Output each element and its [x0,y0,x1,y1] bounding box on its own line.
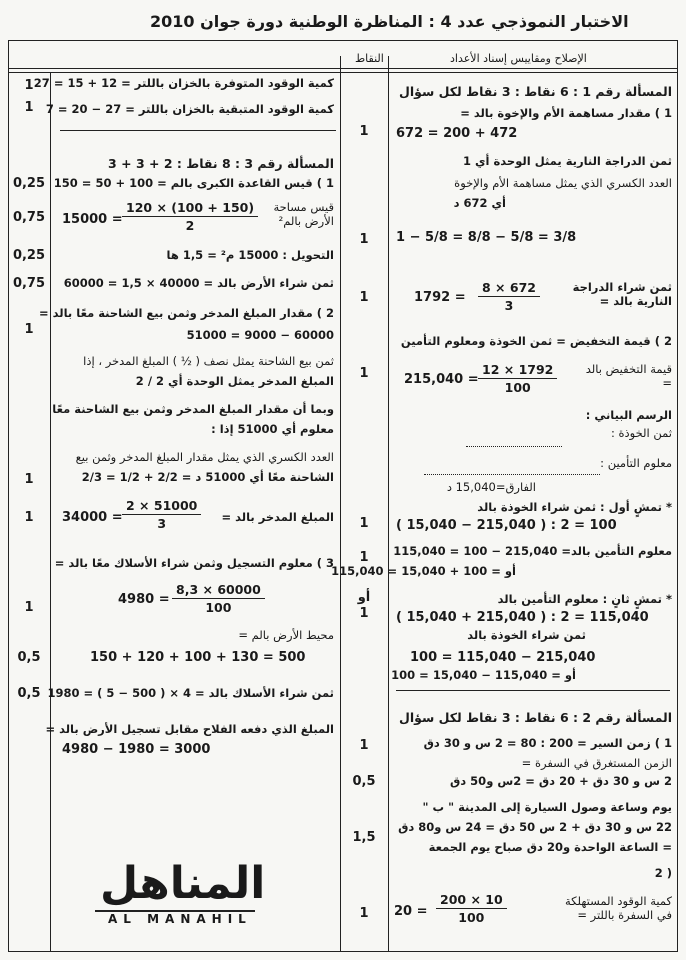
paid-value: 4980 − 1980 = 3000 [62,742,211,757]
points: 0,75 [12,210,46,225]
points: 1 [359,290,369,305]
denominator: 3 [157,516,167,531]
bike-unit: ثمن الدراجة النارية يمثل الوحدة أي 1 [463,154,672,168]
bike-price-label: ثمن شراء الدراجة النارية بالد = [572,280,672,308]
points: 1,5 [352,830,376,845]
since-known-2: معلوم أي 51000 إذا : [211,422,334,436]
paid-label: المبلغ الذي دفعه الفلاح مقابل تسجيل الأرض بالد = [45,722,334,736]
method-1-title: * تمشٍ أول : ثمن شراء الخوذة بالد [477,500,672,514]
problem-1-title: المسألة رقم 1 : 6 نقاط : 3 نقاط لكل سؤال [399,84,672,99]
method-2-value: ( 15,040 + 215,040 ) : 2 = 115,040 [396,610,649,625]
insurance-alt: أو = 100 + 15,040 = 115,040 [331,564,516,578]
numerator: 120 × (100 + 150) [122,200,258,217]
area-label: قيس مساحة الأرض بالم² [273,200,334,228]
denominator: 100 [458,910,485,925]
bike-fraction-text: العدد الكسري الذي يمثل مساهمة الأم والإخوة [454,176,672,190]
saved-label: المبلغ المدخر بالد = [221,510,334,524]
points: 0,5 [17,650,41,665]
land-price: ثمن شراء الأرض بالد = 40000 × 1,5 = 60000 [63,276,334,290]
numerator: 200 × 10 [436,892,507,909]
contribution: 1 ) مقدار مساهمة الأم والإخوة بالد = [460,106,672,120]
points-column-header: النقاط [355,52,384,65]
big-base: 1 ) قيس القاعدة الكبرى بالم = 100 + 50 = 150 [53,176,334,190]
bike-price-fraction [478,280,540,313]
fuel-consumed-label: كمية الوقود المستهلكة في السفرة باللتر = [565,894,672,922]
denominator: 2 [185,218,195,233]
helmet-bar [466,432,562,451]
area-result: 15000 = [62,212,123,227]
denominator: 3 [504,298,514,313]
logo: المناهل [100,858,266,909]
points: 0,25 [12,248,46,263]
registration-wires: 3 ) معلوم التسجيل وثمن شراء الأسلاك معًا بالد = [54,556,334,570]
arrival-result: = الساعة الواحدة و20 دق صباح يوم الجمعة [428,840,672,854]
points: 1 [24,510,34,525]
points: 1 [359,516,369,531]
discount-label: قيمة التخفيض بالد = [585,362,672,390]
helmet-price-alt: أو = 115,040 − 15,040 = 100 [391,668,576,682]
saved-and-truck: 2 ) مقدار المبلغ المدخر وثمن بيع الشاحنة معًا بالد = [39,306,334,320]
since-known: وبما أن مقدار المبلغ المدخر وثمن بيع الشاحنة معًا [52,402,334,416]
points: 1 [24,78,34,93]
bike-price-result: 1792 = [414,290,466,305]
fraction-value: الشاحنة معًا أي 51000 د = 2/2 + 1/2 = 2/3 [81,470,334,484]
points: 1 [359,738,369,753]
exam-title: الاختبار النموذجي عدد 4 : المناظرة الوطنية دورة جوان 2010 [150,12,629,31]
points: 1 [359,366,369,381]
trip-duration-label: الزمن المستغرق في السفرة = [521,756,672,770]
discount-definition: 2 ) قيمة التخفيض = ثمن الخوذة ومعلوم التأمين [400,334,672,348]
fuel-consumed-fraction [436,892,507,925]
numerator: 8,3 × 60000 [172,582,265,599]
points: 0,5 [352,774,376,789]
correction-column-header: الإصلاح ومقاييس إسناد الأعداد [450,52,587,65]
or-label: أو [357,590,371,605]
numerator: 12 × 1792 [478,362,557,379]
arrival-calc: 22 س و 30 دق + 2 س 50 دق = 24 س و80 دق [398,820,672,834]
travel-time: 1 ) زمن السير = 200 : 80 = 2 س و 30 دق [423,736,672,750]
points: 1 [24,600,34,615]
fuel-remaining: كمية الوقود المتبقية بالخزان باللتر = 27 − 20 = 7 [45,102,334,116]
insurance-bar [424,460,600,479]
points: 0,75 [12,276,46,291]
area-fraction [122,200,258,233]
fuel-consumed-result: 20 = [394,904,428,919]
helmet-label: ثمن الخوذة : [611,426,672,440]
saved-and-truck-value: 60000 − 9000 = 51000 [186,328,334,342]
registration-result: 4980 = [118,592,170,607]
points: 1 [359,606,369,621]
discount-result: 215,040 = [404,372,479,387]
contribution-value: 672 = 200 + 472 [396,126,518,141]
helmet-price-title: ثمن شراء الخوذة بالد [467,628,586,642]
problem-3-title: المسألة رقم 3 : 8 نقاط : 2 + 3 + 3 [108,156,334,171]
points: 1 [359,124,369,139]
method-1-value: ( 15,040 − 215,040 ) : 2 = 100 [396,518,617,533]
helmet-price-value: 100 = 115,040 − 215,040 [410,650,596,665]
numerator: 2 × 51000 [122,498,201,515]
trip-duration: 2 س و 30 دق + 20 دق = 2س و50 دق [449,774,672,788]
registration-fraction [172,582,265,615]
graph-title: الرسم البياني : [585,408,672,422]
problem-2-title: المسألة رقم 2 : 6 نقاط : 3 نقاط لكل سؤال [399,710,672,725]
question-2-2: ( 2 [654,866,672,880]
saved-result: 34000 = [62,510,123,525]
logo-subtitle: AL MANAHIL [108,912,252,926]
denominator: 100 [504,380,531,395]
points: 1 [24,322,34,337]
points: 0,25 [12,176,46,191]
bike-fraction-value: أي 672 د [453,196,506,210]
fraction-text: العدد الكسري الذي يمثل مقدار المبلغ المدخر وثمن بيع [75,450,334,464]
saved-fraction [122,498,201,531]
wires-price: ثمن شراء الأسلاك بالد = 4 × ( 500 − 5 ) = 1980 [47,686,334,700]
saved-unit: المبلغ المدخر يمثل الوحدة أي 2 / 2 [135,374,334,388]
fuel-available: كمية الوقود المتوفرة بالخزان باللتر = 12 + 15 = 27 [33,76,334,90]
numerator: 8 × 672 [478,280,540,297]
points: 1 [359,232,369,247]
points: 0,5 [17,686,41,701]
arrival-title: يوم وساعة وصول السيارة إلى المدينة " ب " [422,800,672,814]
method-2-title: * تمشٍ ثانٍ : معلوم التأمين بالد [497,592,672,606]
bike-fraction: 1 − 5/8 = 8/8 − 5/8 = 3/8 [396,230,577,245]
points: 1 [359,550,369,565]
points: 1 [359,906,369,921]
conversion: التحويل : 15000 م² = 1,5 ها [166,248,334,262]
perimeter-value: 150 + 120 + 100 + 130 = 500 [90,650,306,665]
points: 1 [24,472,34,487]
insurance-label: معلوم التأمين : [600,456,672,470]
points: 1 [24,100,34,115]
denominator: 100 [205,600,232,615]
truck-half: ثمن بيع الشاحنة يمثل نصف ( ½ ) المبلغ المدخر ، إذا [83,354,334,368]
discount-fraction [478,362,557,395]
perimeter-label: محيط الأرض بالم = [238,628,334,642]
insurance-value: معلوم التأمين بالد= 215,040 − 100 = 115,040 [393,544,672,558]
difference-label: الفارق=15,040 د [446,480,536,494]
